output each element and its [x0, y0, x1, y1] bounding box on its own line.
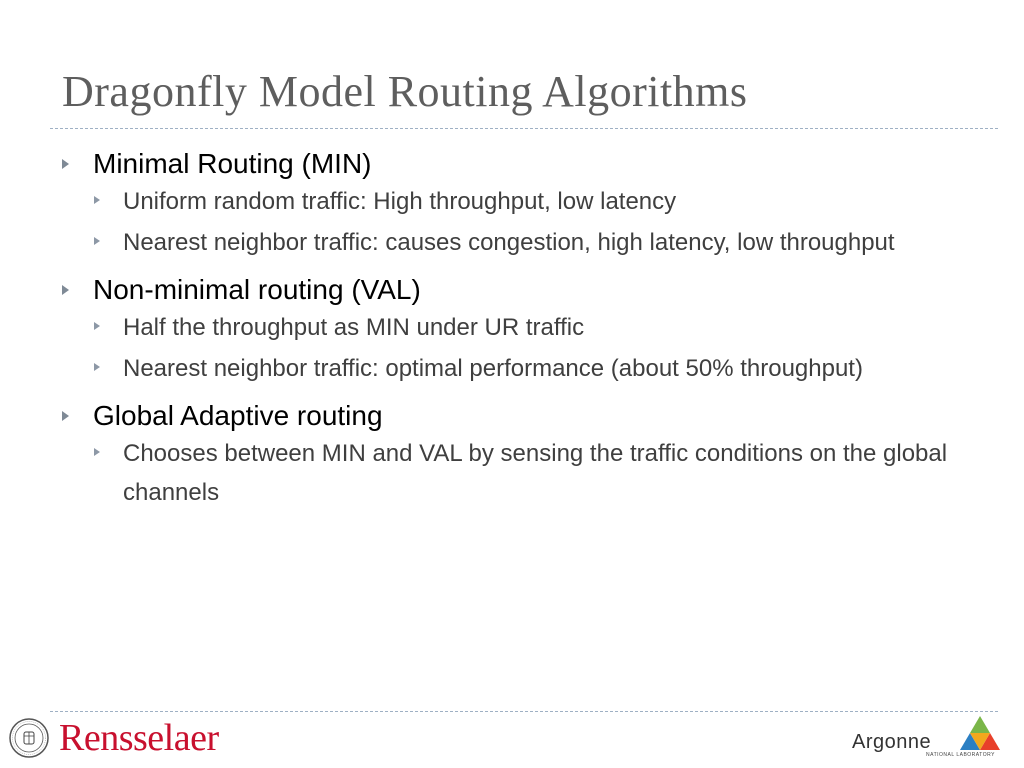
sub-bullet [62, 434, 962, 512]
argonne-logo [852, 714, 1002, 760]
bullet-list [62, 146, 962, 512]
arrow-bullet-icon [94, 182, 104, 221]
rensselaer-wordmark: Rensselaer [59, 717, 219, 759]
arrow-bullet-icon [94, 223, 104, 262]
sub-bullet [62, 308, 962, 347]
arrow-bullet-icon [62, 146, 72, 182]
sub-bullet-text: Uniform random traffic: High throughput, low latency [123, 188, 677, 215]
sub-bullet [62, 223, 962, 262]
sub-bullet-text: Nearest neighbor traffic: causes congestion, high latency, low throughput [123, 229, 895, 256]
arrow-bullet-icon [62, 398, 72, 434]
footer-divider [50, 711, 998, 712]
sub-bullet [62, 349, 962, 388]
bullet-global-adaptive-routing [62, 398, 962, 434]
bullet-text: Non-minimal routing (VAL) [93, 274, 421, 305]
argonne-triangle-icon [958, 714, 1002, 754]
bullet-min-routing [62, 146, 962, 182]
arrow-bullet-icon [94, 308, 104, 347]
bullet-non-minimal-routing [62, 272, 962, 308]
rensselaer-logo [9, 714, 219, 762]
sub-bullet-text: Chooses between MIN and VAL by sensing the traffic conditions on the global channels [123, 440, 948, 506]
sub-bullet-text: Half the throughput as MIN under UR traffic [123, 314, 585, 341]
argonne-subtext: NATIONAL LABORATORY [926, 752, 995, 758]
arrow-bullet-icon [94, 434, 104, 512]
arrow-bullet-icon [94, 349, 104, 388]
rensselaer-seal-icon [9, 718, 49, 758]
bullet-text: Minimal Routing (MIN) [93, 148, 372, 179]
arrow-bullet-icon [62, 272, 72, 308]
bullet-text: Global Adaptive routing [93, 400, 383, 431]
sub-bullet [62, 182, 962, 221]
slide-title: Dragonfly Model Routing Algorithms [62, 67, 748, 116]
argonne-wordmark: Argonne [852, 731, 932, 753]
title-divider [50, 128, 998, 129]
sub-bullet-text: Nearest neighbor traffic: optimal performance (about 50% throughput) [123, 355, 863, 382]
